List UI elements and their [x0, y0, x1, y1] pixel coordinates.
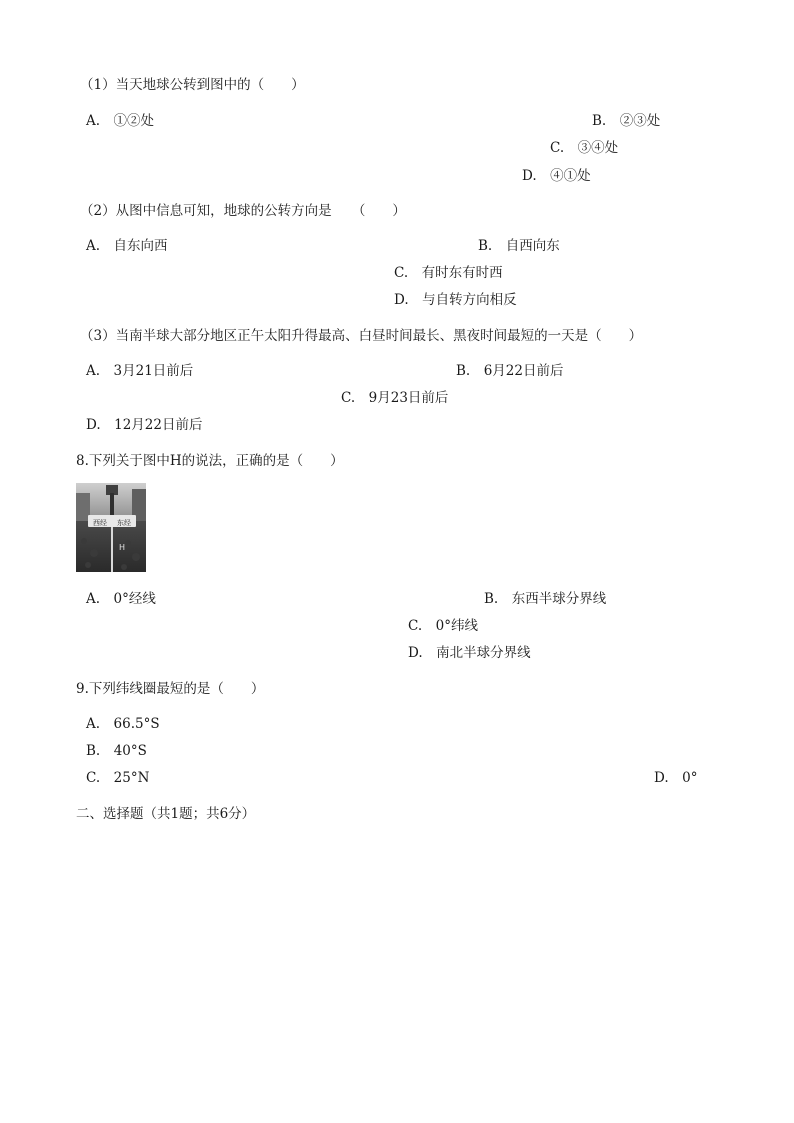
photo-label-west: 西经 — [93, 519, 107, 527]
question-3-option-d[interactable]: D. 12月22日前后 — [86, 417, 203, 433]
question-9-stem: 9.下列纬线圈最短的是（ ） — [76, 681, 265, 697]
question-9-option-a[interactable]: A. 66.5°S — [86, 716, 160, 732]
question-1-stem: （1）当天地球公转到图中的（ ） — [80, 77, 305, 93]
photo-label-east: 东经 — [117, 519, 131, 527]
meridian-marker-illustration — [76, 483, 146, 572]
question-3-option-a[interactable]: A. 3月21日前后 — [86, 363, 194, 379]
question-9-option-d[interactable]: D. 0° — [654, 770, 698, 786]
question-3-option-b[interactable]: B. 6月22日前后 — [456, 363, 564, 379]
question-8-option-a[interactable]: A. 0°经线 — [86, 591, 156, 607]
question-8-option-c[interactable]: C. 0°纬线 — [408, 618, 478, 634]
question-1-option-d[interactable]: D. ④①处 — [522, 168, 591, 184]
question-9-option-b[interactable]: B. 40°S — [86, 743, 147, 759]
question-8-stem: 8.下列关于图中H的说法，正确的是（ ） — [76, 453, 344, 469]
question-8-option-d[interactable]: D. 南北半球分界线 — [408, 645, 531, 661]
question-1-option-a[interactable]: A. ①②处 — [86, 113, 155, 129]
meridian-marker-photo — [76, 483, 146, 572]
question-8-option-b[interactable]: B. 东西半球分界线 — [484, 591, 607, 607]
section-heading: 二、选择题（共1题；共6分） — [76, 806, 256, 822]
photo-label-h: H — [119, 543, 126, 552]
question-1-option-b[interactable]: B. ②③处 — [592, 113, 661, 129]
question-2-option-d[interactable]: D. 与自转方向相反 — [394, 292, 517, 308]
question-3-stem: （3）当南半球大部分地区正午太阳升得最高、白昼时间最长、黑夜时间最短的一天是（ ） — [80, 328, 643, 344]
question-1-option-c[interactable]: C. ③④处 — [550, 140, 619, 156]
question-2-option-c[interactable]: C. 有时东有时西 — [394, 265, 503, 281]
question-3-option-c[interactable]: C. 9月23日前后 — [341, 390, 449, 406]
question-2-stem: （2）从图中信息可知，地球的公转方向是 （ ） — [80, 203, 406, 219]
question-9-option-c[interactable]: C. 25°N — [86, 770, 150, 786]
question-2-option-a[interactable]: A. 自东向西 — [86, 238, 168, 254]
question-2-option-b[interactable]: B. 自西向东 — [478, 238, 560, 254]
